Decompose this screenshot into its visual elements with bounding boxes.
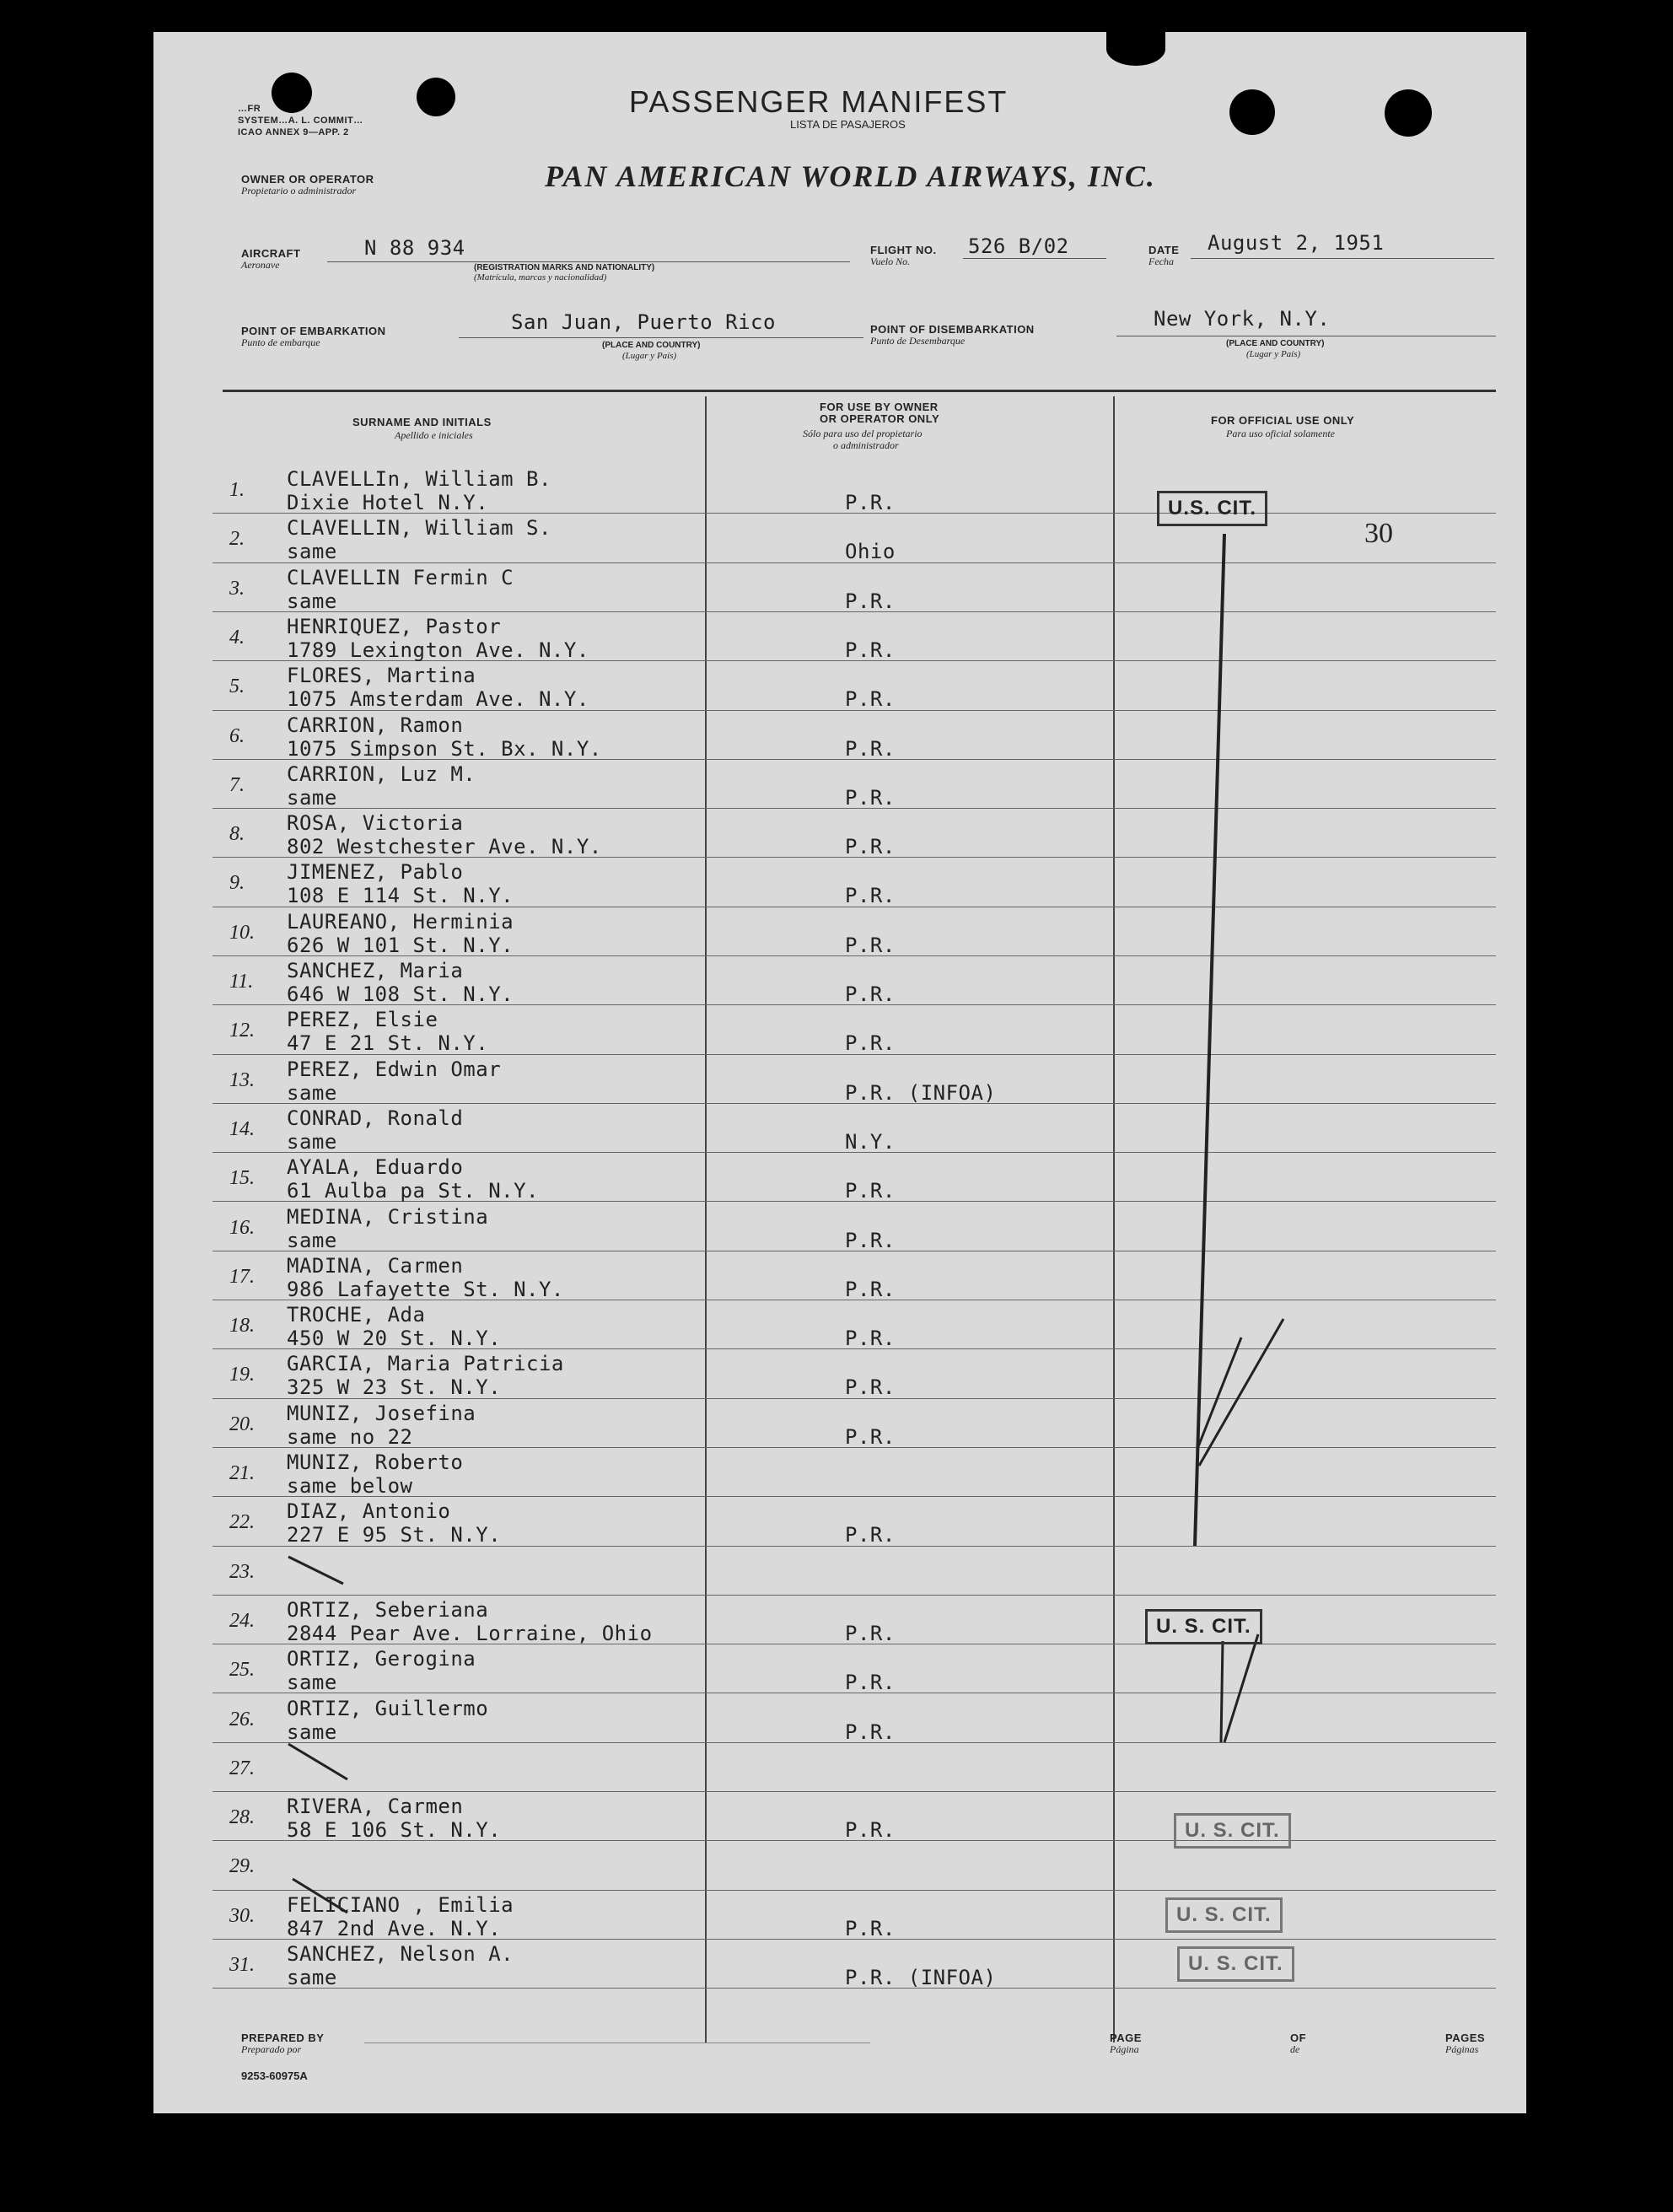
passenger-address: 1789 Lexington Ave. N.Y. [287, 638, 589, 662]
embark-value: San Juan, Puerto Rico [511, 310, 776, 334]
us-citizen-stamp: U. S. CIT. [1145, 1609, 1262, 1644]
date-value: August 2, 1951 [1208, 231, 1385, 255]
col-header-owner-2: OR OPERATOR ONLY [820, 412, 940, 425]
operator-use-value: P.R. [845, 1523, 896, 1547]
row-number: 21. [229, 1462, 255, 1484]
strike-mark [288, 1557, 343, 1584]
aircraft-label-es: Aeronave [241, 259, 280, 271]
page-title-es: LISTA DE PASAJEROS [790, 118, 906, 131]
col-header-names: SURNAME AND INITIALS [352, 416, 492, 428]
operator-use-value: P.R. [845, 1622, 896, 1645]
operator-use-value: P.R. [845, 982, 896, 1006]
passenger-address: same [287, 1671, 337, 1694]
passenger-name: PEREZ, Edwin Omar [287, 1058, 502, 1081]
passenger-address: same [287, 1720, 337, 1744]
operator-use-value: P.R. [845, 1671, 896, 1694]
operator-use-value: P.R. [845, 1375, 896, 1399]
operator-use-value: P.R. (INFOA) [845, 1966, 997, 1989]
row-number: 29. [229, 1855, 255, 1877]
passenger-address: 646 W 108 St. N.Y. [287, 982, 514, 1006]
operator-use-value: P.R. [845, 1179, 896, 1203]
passenger-name: JIMENEZ, Pablo [287, 860, 464, 884]
passenger-address: 227 E 95 St. N.Y. [287, 1523, 502, 1547]
embark-label-es: Punto de embarque [241, 336, 320, 348]
row-number: 22. [229, 1511, 255, 1533]
passenger-address: 450 W 20 St. N.Y. [287, 1327, 502, 1350]
passenger-address: same below [287, 1474, 413, 1498]
passenger-address: same [287, 1229, 337, 1252]
passenger-address: 58 E 106 St. N.Y. [287, 1818, 502, 1842]
passenger-address: 47 E 21 St. N.Y. [287, 1031, 489, 1055]
row-number: 28. [229, 1806, 255, 1828]
passenger-name: RIVERA, Carmen [287, 1795, 464, 1818]
operator-use-value: P.R. [845, 1031, 896, 1055]
passenger-name: CONRAD, Ronald [287, 1106, 464, 1130]
owner-name: PAN AMERICAN WORLD AIRWAYS, INC. [545, 159, 1156, 193]
disembark-place-sub-es: (Lugar y País) [1246, 349, 1301, 359]
strike-mark [288, 1744, 347, 1779]
col-header-owner-es-1: Sólo para uso del propietario [803, 428, 923, 439]
passenger-name: GARCIA, Maria Patricia [287, 1352, 564, 1375]
date-label-es: Fecha [1149, 256, 1174, 267]
row-number: 9. [229, 872, 245, 894]
row-number: 1. [229, 479, 245, 501]
passenger-name: SANCHEZ, Maria [287, 959, 464, 982]
check-mark-tick [1199, 1319, 1283, 1466]
row-number: 3. [229, 578, 245, 600]
passenger-address: 325 W 23 St. N.Y. [287, 1375, 502, 1399]
passenger-name: CARRION, Ramon [287, 713, 464, 737]
embark-place-sub: (PLACE AND COUNTRY) [602, 341, 701, 350]
owner-label-es: Propietario o administrador [241, 185, 357, 196]
operator-use-value: P.R. [845, 884, 896, 907]
disembark-place-sub: (PLACE AND COUNTRY) [1226, 339, 1325, 348]
of-label: OF [1290, 2032, 1307, 2044]
aircraft-value: N 88 934 [364, 236, 465, 260]
form-number: 9253-60975A [241, 2069, 308, 2082]
passenger-address: 1075 Simpson St. Bx. N.Y. [287, 737, 602, 761]
passenger-name: MUNIZ, Roberto [287, 1450, 464, 1474]
passenger-name: TROCHE, Ada [287, 1303, 426, 1327]
passenger-address: same no 22 [287, 1425, 413, 1449]
operator-use-value: P.R. [845, 835, 896, 858]
passenger-address: Dixie Hotel N.Y. [287, 491, 489, 514]
aircraft-label: AIRCRAFT [241, 247, 301, 260]
passenger-address: 847 2nd Ave. N.Y. [287, 1917, 502, 1940]
row-number: 20. [229, 1413, 255, 1435]
col-header-names-es: Apellido e iniciales [395, 429, 473, 441]
row-number: 26. [229, 1709, 255, 1730]
handwritten-count: 30 [1364, 518, 1393, 549]
operator-use-value: P.R. [845, 687, 896, 711]
disembark-label-es: Punto de Desembarque [870, 335, 966, 347]
passenger-name: SANCHEZ, Nelson A. [287, 1942, 514, 1966]
passenger-address: same [287, 786, 337, 810]
form-ref-line1: …FR [238, 104, 261, 114]
pages-label: PAGES [1445, 2032, 1486, 2044]
embark-place-sub-es: (Lugar y País) [622, 351, 677, 361]
row-number: 17. [229, 1266, 255, 1288]
passenger-address: 626 W 101 St. N.Y. [287, 934, 514, 957]
row-number: 15. [229, 1167, 255, 1189]
col-header-owner-es-2: o administrador [833, 439, 899, 451]
embark-label: POINT OF EMBARKATION [241, 325, 386, 337]
passenger-name: PEREZ, Elsie [287, 1008, 438, 1031]
us-citizen-stamp: U. S. CIT. [1177, 1946, 1294, 1982]
page-label: PAGE [1110, 2032, 1142, 2044]
operator-use-value: P.R. [845, 1818, 896, 1842]
disembark-label: POINT OF DISEMBARKATION [870, 323, 1035, 336]
passenger-address: same [287, 540, 337, 563]
operator-use-value: P.R. [845, 491, 896, 514]
us-citizen-stamp: U. S. CIT. [1165, 1897, 1283, 1933]
flight-label-es: Vuelo No. [870, 256, 911, 267]
passenger-name: CLAVELLIn, William B. [287, 467, 551, 491]
operator-use-value: N.Y. [845, 1130, 896, 1154]
passenger-address: same [287, 589, 337, 613]
operator-use-value: P.R. [845, 589, 896, 613]
prepared-by-label: PREPARED BY [241, 2032, 325, 2044]
row-number: 31. [229, 1954, 255, 1976]
passenger-address: 108 E 114 St. N.Y. [287, 884, 514, 907]
form-ref-line3: ICAO ANNEX 9—APP. 2 [238, 127, 349, 137]
prepared-underline [364, 2042, 870, 2043]
us-citizen-stamp: U.S. CIT. [1157, 491, 1267, 526]
us-citizen-stamp: U. S. CIT. [1174, 1813, 1291, 1849]
owner-label: OWNER OR OPERATOR [241, 173, 374, 186]
of-label-es: de [1290, 2043, 1300, 2055]
operator-use-value: P.R. [845, 1327, 896, 1350]
passenger-name: DIAZ, Antonio [287, 1499, 451, 1523]
operator-use-value: P.R. [845, 1278, 896, 1301]
passenger-name: AYALA, Eduardo [287, 1155, 464, 1179]
aircraft-sub-es: (Matrícula, marcas y nacionalidad) [474, 272, 607, 283]
check-mark-tick [1224, 1634, 1258, 1742]
passenger-name: MEDINA, Cristina [287, 1205, 489, 1229]
page-title: PASSENGER MANIFEST [629, 84, 1009, 119]
row-number: 27. [229, 1757, 255, 1779]
passenger-name: HENRIQUEZ, Pastor [287, 615, 502, 638]
prepared-by-label-es: Preparado por [241, 2043, 302, 2055]
passenger-address: same [287, 1081, 337, 1105]
row-number: 18. [229, 1315, 255, 1337]
operator-use-value: P.R. [845, 786, 896, 810]
passenger-name: ROSA, Victoria [287, 811, 464, 835]
row-number: 13. [229, 1069, 255, 1091]
row-number: 8. [229, 823, 245, 845]
passenger-address: 2844 Pear Ave. Lorraine, Ohio [287, 1622, 653, 1645]
row-number: 16. [229, 1217, 255, 1239]
passenger-address: same [287, 1130, 337, 1154]
passenger-name: CARRION, Luz M. [287, 762, 476, 786]
date-label: DATE [1149, 244, 1180, 256]
row-number: 7. [229, 774, 245, 796]
row-number: 11. [229, 971, 254, 993]
operator-use-value: P.R. [845, 737, 896, 761]
operator-use-value: P.R. [845, 1229, 896, 1252]
col-header-official: FOR OFFICIAL USE ONLY [1211, 414, 1355, 427]
row-number: 12. [229, 1020, 255, 1041]
passenger-name: MADINA, Carmen [287, 1254, 464, 1278]
passenger-name: CLAVELLIN, William S. [287, 516, 551, 540]
row-number: 4. [229, 627, 245, 649]
passenger-name: FLORES, Martina [287, 664, 476, 687]
passenger-address: 802 Westchester Ave. N.Y. [287, 835, 602, 858]
passenger-name: ORTIZ, Gerogina [287, 1647, 476, 1671]
operator-use-value: P.R. [845, 1720, 896, 1744]
row-number: 14. [229, 1118, 255, 1140]
operator-use-value: P.R. [845, 638, 896, 662]
row-number: 19. [229, 1364, 255, 1386]
row-number: 23. [229, 1561, 255, 1583]
passenger-address: 61 Aulba pa St. N.Y. [287, 1179, 539, 1203]
passenger-address: same [287, 1966, 337, 1989]
passenger-name: MUNIZ, Josefina [287, 1402, 476, 1425]
passenger-name: ORTIZ, Guillermo [287, 1697, 489, 1720]
check-mark-line [1221, 1641, 1223, 1742]
row-number: 24. [229, 1610, 255, 1632]
row-number: 6. [229, 725, 245, 747]
page-label-es: Página [1110, 2043, 1139, 2055]
aircraft-sub: (REGISTRATION MARKS AND NATIONALITY) [474, 263, 655, 272]
operator-use-value: Ohio [845, 540, 896, 563]
operator-use-value: P.R. [845, 934, 896, 957]
passenger-address: 1075 Amsterdam Ave. N.Y. [287, 687, 589, 711]
operator-use-value: P.R. [845, 1917, 896, 1940]
form-ref-line2: SYSTEM…A. L. COMMIT… [238, 116, 363, 126]
passenger-name: FELICIANO , Emilia [287, 1893, 514, 1917]
disembark-value: New York, N.Y. [1154, 307, 1331, 331]
row-number: 30. [229, 1905, 255, 1927]
col-header-owner-1: FOR USE BY OWNER [820, 401, 939, 413]
manifest-sheet [153, 32, 1526, 2113]
operator-use-value: P.R. [845, 1425, 896, 1449]
col-header-official-es: Para uso oficial solamente [1226, 428, 1335, 439]
row-number: 25. [229, 1659, 255, 1681]
passenger-name: CLAVELLIN Fermin C [287, 566, 514, 589]
handwritten-marks [153, 32, 1526, 2113]
strike-mark [293, 1879, 347, 1913]
passenger-name: ORTIZ, Seberiana [287, 1598, 489, 1622]
row-number: 5. [229, 675, 245, 697]
flight-value: 526 B/02 [968, 234, 1069, 258]
passenger-address: 986 Lafayette St. N.Y. [287, 1278, 564, 1301]
row-number: 10. [229, 922, 255, 944]
row-number: 2. [229, 528, 245, 550]
pages-label-es: Páginas [1445, 2043, 1479, 2055]
passenger-name: LAUREANO, Herminia [287, 910, 514, 934]
operator-use-value: P.R. (INFOA) [845, 1081, 997, 1105]
flight-label: FLIGHT NO. [870, 244, 937, 256]
